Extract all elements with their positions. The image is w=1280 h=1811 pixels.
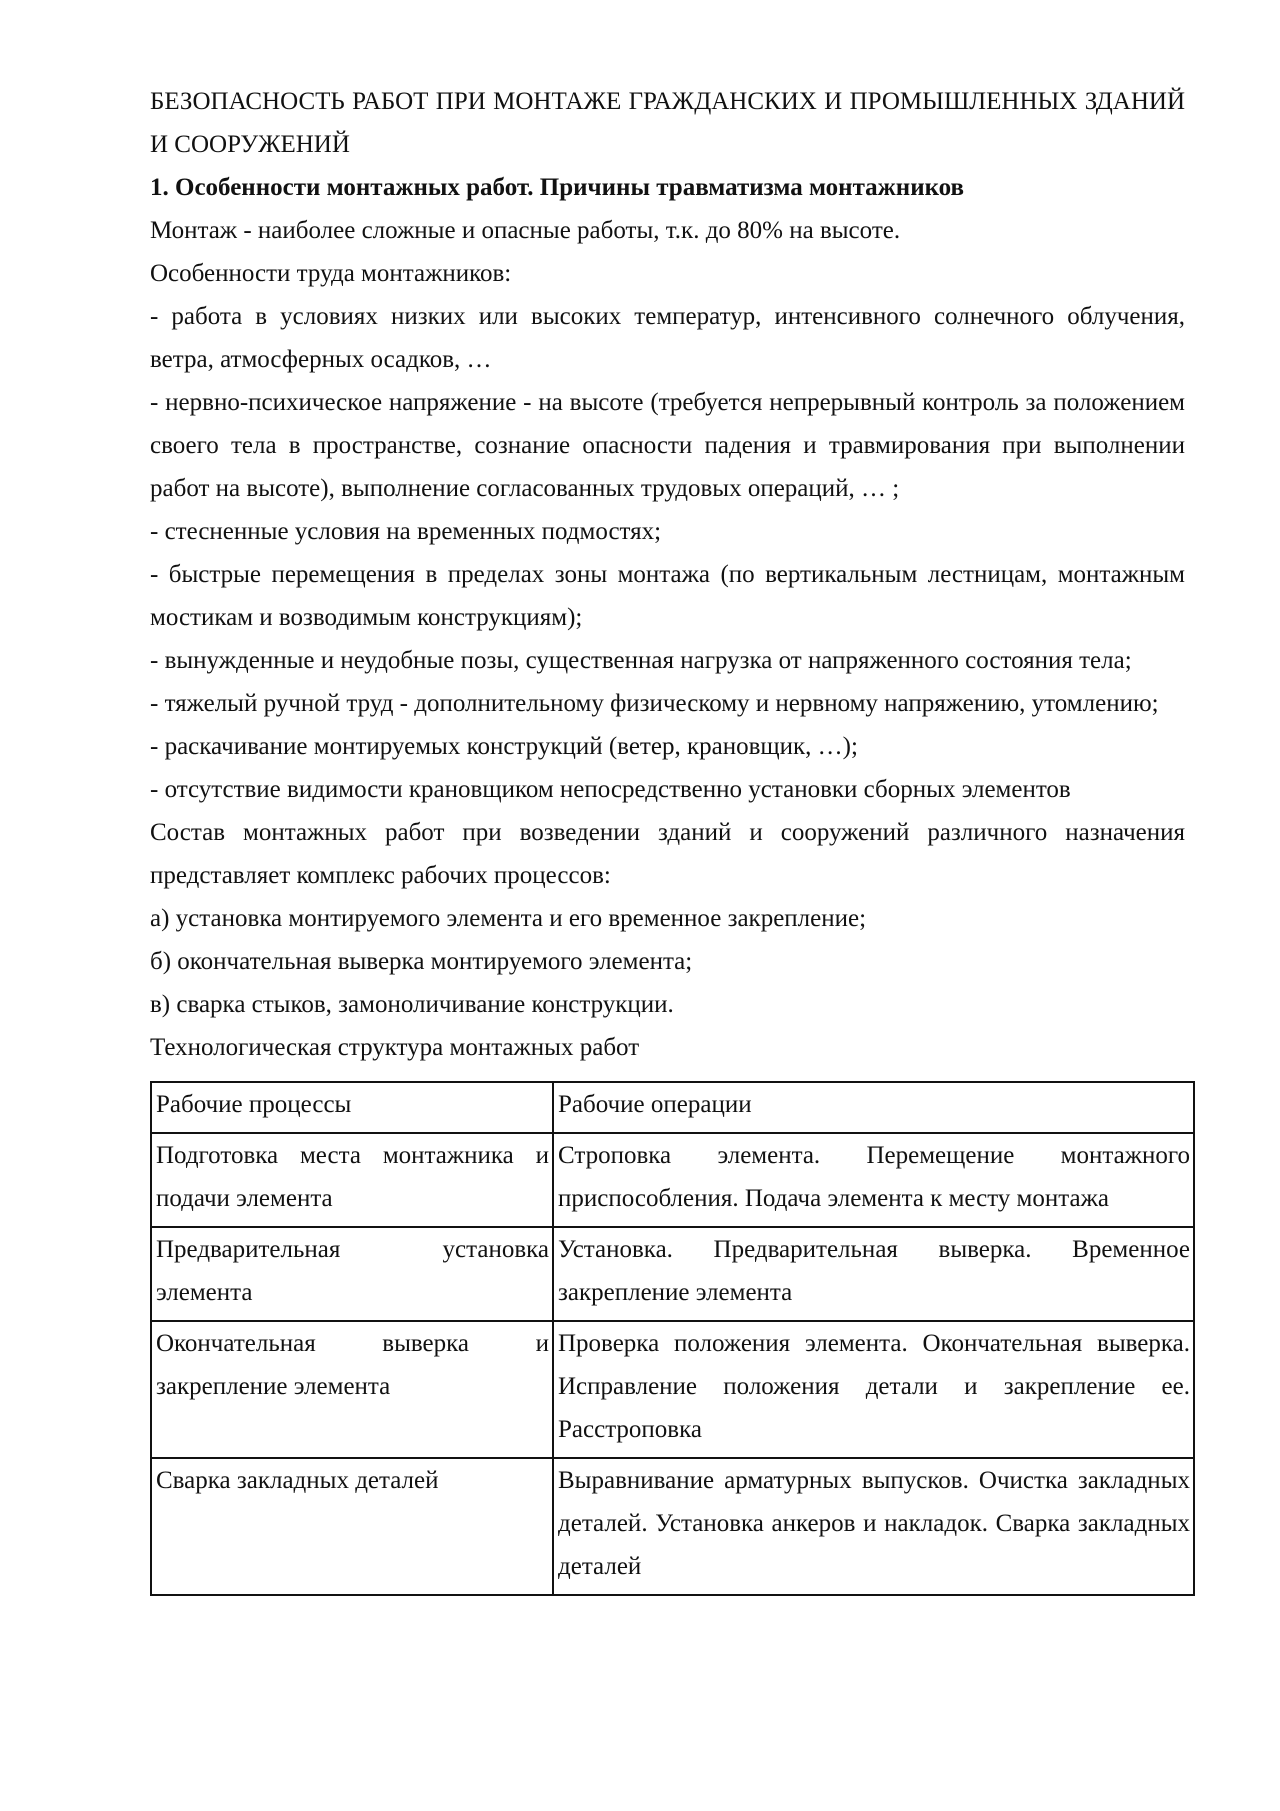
paragraph: - нервно-психическое напряжение - на высоте (требуется непрерывный контроль за положением своего тела в пространстве, сознание опасности падения и травмирования при выполнении работ на высоте), выполнение согласованных трудовых операций, … ;: [150, 389, 1185, 502]
table-row: [151, 1133, 1194, 1227]
paragraph: Особенности труда монтажников:: [150, 260, 512, 287]
paragraph: а) установка монтируемого элемента и его временное закрепление;: [150, 905, 867, 932]
table-header-row: [151, 1082, 1194, 1133]
table-header-cell: Рабочие операции: [553, 1082, 1194, 1133]
document-page: [150, 80, 1190, 1596]
table-cell: Предварительная установка элемента: [151, 1227, 553, 1321]
table-row: [151, 1321, 1194, 1458]
paragraph: - быстрые перемещения в пределах зоны монтажа (по вертикальным лестницам, монтажным мостикам и возводимым конструкциям);: [150, 561, 1185, 631]
work-structure-table: [150, 1081, 1195, 1596]
section-heading: 1. Особенности монтажных работ. Причины травматизма монтажников: [150, 174, 965, 201]
table-cell: Установка. Предварительная выверка. Временное закрепление элемента: [553, 1227, 1194, 1321]
paragraph: - раскачивание монтируемых конструкций (ветер, крановщик, …);: [150, 733, 858, 760]
paragraph: Состав монтажных работ при возведении зданий и сооружений различного назначения представляет комплекс рабочих процессов:: [150, 819, 1185, 889]
table-cell: Подготовка места монтажника и подачи элемента: [151, 1133, 553, 1227]
paragraph: в) сварка стыков, замоноличивание конструкции.: [150, 991, 674, 1018]
paragraph: - отсутствие видимости крановщиком непосредственно установки сборных элементов: [150, 776, 1071, 803]
paragraph: - работа в условиях низких или высоких температур, интенсивного солнечного облучения, ветра, атмосферных осадков, …: [150, 303, 1185, 373]
table-cell: Проверка положения элемента. Окончательная выверка. Исправление положения детали и закрепление ее. Расстроповка: [553, 1321, 1194, 1458]
table-cell: Выравнивание арматурных выпусков. Очистка закладных деталей. Установка анкеров и накладок. Сварка закладных деталей: [553, 1458, 1194, 1595]
table-caption: Технологическая структура монтажных работ: [150, 1034, 640, 1061]
paragraph: Монтаж - наиболее сложные и опасные работы, т.к. до 80% на высоте.: [150, 217, 901, 244]
table-row: [151, 1458, 1194, 1595]
table-cell: Сварка закладных деталей: [151, 1458, 553, 1595]
paragraph: - тяжелый ручной труд - дополнительному физическому и нервному напряжению, утомлению;: [150, 690, 1159, 717]
table-cell: Окончательная выверка и закрепление элемента: [151, 1321, 553, 1458]
document-title: БЕЗОПАСНОСТЬ РАБОТ ПРИ МОНТАЖЕ ГРАЖДАНСКИХ И ПРОМЫШЛЕННЫХ ЗДАНИЙ И СООРУЖЕНИЙ: [150, 88, 1185, 158]
table-header-cell: Рабочие процессы: [151, 1082, 553, 1133]
table-cell: Строповка элемента. Перемещение монтажного приспособления. Подача элемента к месту монтажа: [553, 1133, 1194, 1227]
paragraph: б) окончательная выверка монтируемого элемента;: [150, 948, 693, 975]
paragraph: - стесненные условия на временных подмостях;: [150, 518, 662, 545]
paragraph: - вынужденные и неудобные позы, существенная нагрузка от напряженного состояния тела;: [150, 647, 1132, 674]
table-row: [151, 1227, 1194, 1321]
